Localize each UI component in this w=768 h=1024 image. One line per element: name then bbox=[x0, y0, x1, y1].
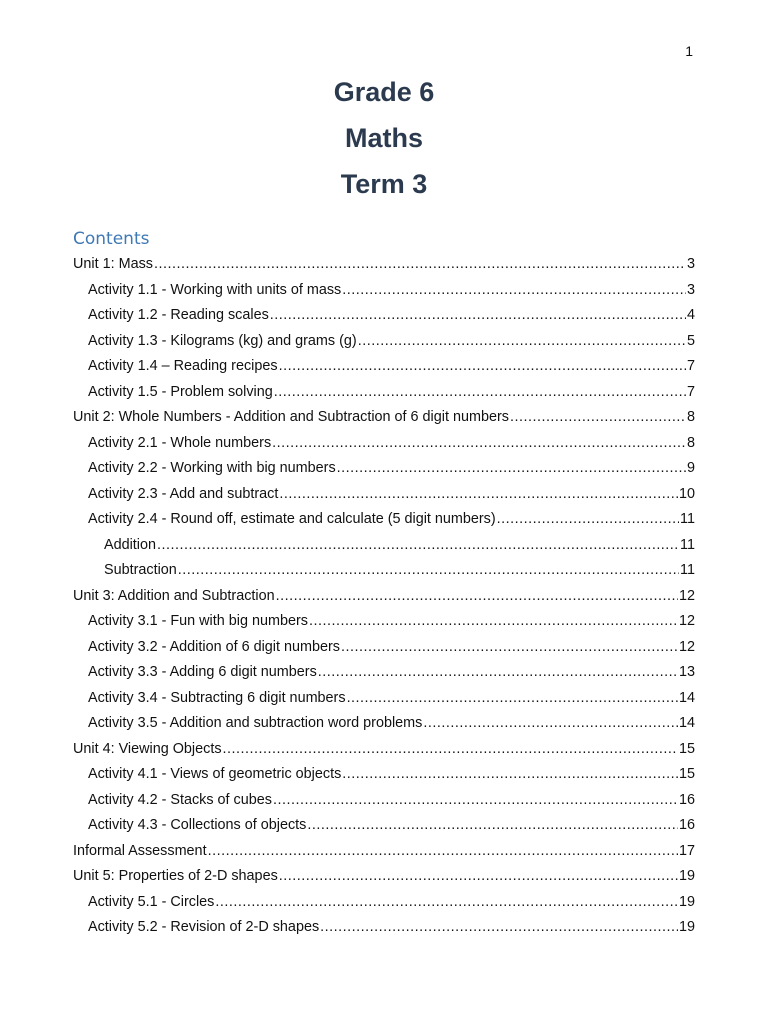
toc-dot-leader bbox=[208, 840, 678, 862]
toc-dot-leader bbox=[273, 789, 678, 811]
toc-dot-leader bbox=[497, 508, 679, 530]
toc-dot-leader bbox=[178, 559, 679, 581]
toc-entry-label: Unit 1: Mass bbox=[73, 256, 153, 272]
toc-entry[interactable] bbox=[73, 738, 695, 764]
toc-entry-page: 5 bbox=[686, 332, 695, 349]
toc-entry[interactable] bbox=[73, 534, 695, 560]
toc-dot-leader bbox=[274, 381, 686, 403]
toc-entry-label: Unit 2: Whole Numbers - Addition and Subtraction of 6 digit numbers bbox=[73, 409, 509, 425]
toc-entry-label: Activity 5.2 - Revision of 2-D shapes bbox=[88, 919, 320, 935]
toc-entry-page: 16 bbox=[678, 791, 695, 808]
toc-entry[interactable] bbox=[73, 840, 695, 866]
toc-entry-page: 13 bbox=[678, 664, 695, 680]
toc-entry[interactable] bbox=[73, 406, 695, 432]
toc-entry-page: 19 bbox=[678, 893, 695, 910]
toc-entry[interactable] bbox=[73, 483, 695, 509]
toc-entry-page: 9 bbox=[686, 460, 695, 476]
toc-entry[interactable] bbox=[73, 279, 695, 305]
toc-entry[interactable] bbox=[73, 661, 695, 687]
toc-entry-page: 12 bbox=[678, 613, 695, 629]
toc-entry-page: 3 bbox=[686, 281, 695, 298]
toc-entry-label: Activity 4.3 - Collections of objects bbox=[88, 817, 307, 833]
toc-entry-label: Activity 3.5 - Addition and subtraction word problems bbox=[88, 715, 423, 731]
title-subject: Maths bbox=[344, 123, 423, 153]
toc-entry-label: Activity 1.3 - Kilograms (kg) and grams (g) bbox=[88, 332, 357, 349]
toc-entry[interactable] bbox=[73, 789, 695, 815]
toc-entry-page: 12 bbox=[678, 587, 695, 604]
toc-dot-leader bbox=[342, 763, 678, 785]
toc-entry[interactable] bbox=[73, 687, 695, 713]
toc-entry-label: Activity 1.5 - Problem solving bbox=[88, 383, 273, 400]
toc-dot-leader bbox=[307, 814, 678, 836]
toc-dot-leader bbox=[157, 534, 679, 556]
toc-entry-page: 14 bbox=[678, 715, 695, 731]
toc-dot-leader bbox=[342, 279, 686, 301]
toc-entry[interactable] bbox=[73, 610, 695, 636]
toc-entry-label: Activity 3.1 - Fun with big numbers bbox=[88, 613, 308, 629]
toc-entry-label: Activity 5.1 - Circles bbox=[88, 893, 215, 910]
toc-entry[interactable] bbox=[73, 916, 695, 942]
toc-entry-label: Activity 1.4 – Reading recipes bbox=[88, 358, 278, 374]
toc-entry-label: Activity 2.2 - Working with big numbers bbox=[88, 460, 336, 476]
toc-entry-page: 7 bbox=[686, 358, 695, 374]
toc-dot-leader bbox=[341, 636, 678, 658]
title-grade: Grade 6 bbox=[333, 77, 435, 107]
toc-entry-label: Activity 2.1 - Whole numbers bbox=[88, 434, 272, 451]
toc-dot-leader bbox=[337, 457, 686, 479]
contents-heading: Contents bbox=[73, 229, 150, 249]
toc-entry-page: 8 bbox=[686, 434, 695, 451]
toc-entry-page: 11 bbox=[680, 536, 695, 553]
toc-dot-leader bbox=[215, 891, 678, 913]
toc-dot-leader bbox=[279, 483, 678, 505]
toc-dot-leader bbox=[272, 432, 686, 454]
toc-entry-page: 16 bbox=[678, 817, 695, 833]
toc-entry-page: 15 bbox=[678, 740, 695, 757]
toc-entry[interactable] bbox=[73, 636, 695, 662]
toc-entry-label: Activity 3.4 - Subtracting 6 digit numbers bbox=[88, 689, 346, 706]
toc-entry[interactable] bbox=[73, 330, 695, 356]
toc-entry-page: 19 bbox=[678, 919, 695, 935]
toc-entry-label: Addition bbox=[104, 536, 157, 553]
toc-dot-leader bbox=[270, 304, 686, 326]
toc-entry-label: Unit 3: Addition and Subtraction bbox=[73, 587, 275, 604]
toc-entry-page: 12 bbox=[678, 638, 695, 655]
toc-entry-page: 7 bbox=[686, 383, 695, 400]
title-term: Term 3 bbox=[340, 169, 428, 199]
toc-entry-label: Subtraction bbox=[104, 562, 177, 578]
toc-dot-leader bbox=[510, 406, 686, 428]
toc-dot-leader bbox=[320, 916, 678, 938]
page-number: 1 bbox=[685, 43, 693, 59]
toc-dot-leader bbox=[279, 355, 686, 377]
toc-entry-page: 19 bbox=[678, 868, 695, 884]
toc-entry-page: 3 bbox=[686, 256, 695, 272]
toc-entry-label: Activity 1.2 - Reading scales bbox=[88, 307, 269, 323]
toc-entry-page: 11 bbox=[680, 511, 695, 527]
toc-dot-leader bbox=[358, 330, 686, 352]
toc-dot-leader bbox=[423, 712, 678, 734]
toc-entry-page: 15 bbox=[678, 766, 695, 782]
toc-entry-label: Activity 2.3 - Add and subtract bbox=[88, 485, 279, 502]
toc-entry[interactable] bbox=[73, 559, 695, 585]
toc-dot-leader bbox=[347, 687, 678, 709]
toc-dot-leader bbox=[154, 253, 686, 275]
toc-entry[interactable] bbox=[73, 432, 695, 458]
toc-entry[interactable] bbox=[73, 585, 695, 611]
toc-entry[interactable] bbox=[73, 763, 695, 789]
toc-dot-leader bbox=[309, 610, 678, 632]
toc-entry-page: 10 bbox=[678, 485, 695, 502]
toc-entry[interactable] bbox=[73, 304, 695, 330]
toc-entry-label: Activity 1.1 - Working with units of mass bbox=[88, 281, 342, 298]
toc-entry[interactable] bbox=[73, 712, 695, 738]
toc-entry-label: Unit 5: Properties of 2-D shapes bbox=[73, 868, 278, 884]
toc-dot-leader bbox=[223, 738, 678, 760]
toc-entry-label: Activity 4.1 - Views of geometric objects bbox=[88, 766, 342, 782]
table-of-contents bbox=[73, 253, 695, 942]
toc-entry[interactable] bbox=[73, 457, 695, 483]
toc-entry[interactable] bbox=[73, 865, 695, 891]
toc-entry[interactable] bbox=[73, 253, 695, 279]
toc-entry-page: 17 bbox=[678, 842, 695, 859]
toc-entry-page: 8 bbox=[686, 409, 695, 425]
toc-entry[interactable] bbox=[73, 814, 695, 840]
toc-entry-page: 4 bbox=[686, 307, 695, 323]
toc-entry-label: Activity 2.4 - Round off, estimate and calculate (5 digit numbers) bbox=[88, 511, 496, 527]
toc-entry[interactable] bbox=[73, 381, 695, 407]
toc-dot-leader bbox=[276, 585, 678, 607]
toc-dot-leader bbox=[318, 661, 678, 683]
toc-entry-page: 11 bbox=[680, 562, 695, 578]
toc-entry-label: Informal Assessment bbox=[73, 842, 207, 859]
toc-entry-label: Activity 3.2 - Addition of 6 digit numbers bbox=[88, 638, 340, 655]
toc-entry-label: Unit 4: Viewing Objects bbox=[73, 740, 222, 757]
document-title bbox=[0, 74, 768, 212]
toc-entry-page: 14 bbox=[678, 689, 695, 706]
toc-dot-leader bbox=[279, 865, 678, 887]
toc-entry[interactable] bbox=[73, 891, 695, 917]
toc-entry[interactable] bbox=[73, 508, 695, 534]
toc-entry-label: Activity 4.2 - Stacks of cubes bbox=[88, 791, 272, 808]
toc-entry-label: Activity 3.3 - Adding 6 digit numbers bbox=[88, 664, 317, 680]
toc-entry[interactable] bbox=[73, 355, 695, 381]
